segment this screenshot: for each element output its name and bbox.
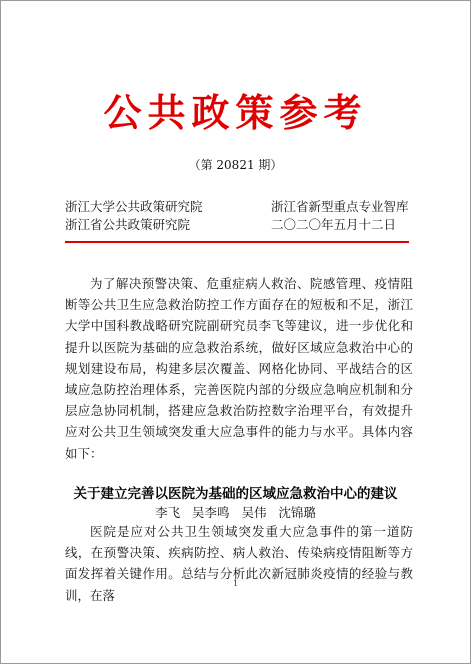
publisher-line-2: 浙江省公共政策研究院 [65,217,191,232]
publication-title: 公共政策参考 [103,90,368,135]
think-tank-block [271,198,409,234]
publisher-line-1: 浙江大学公共政策研究院 [65,199,203,214]
publisher-block [65,198,203,234]
red-divider [65,241,409,243]
section-title: 关于建立完善以医院为基础的区域应急救治中心的建议 [73,486,398,502]
issue-number: （第 20821 期） [188,158,283,172]
authors-line: 李飞 吴李鸣 吴伟 沈锦璐 [155,505,316,520]
page-number: 1 [232,579,239,588]
intro-paragraph: 为了解决预警决策、危重症病人救治、院感管理、疫情阻断等公共卫生应急救治防控工作方面存在的短板和不足，浙江大学中国科教战略研究院副研究员李飞等建议，进一步优化和提升以医院为基础的应急救治系统，做好区域应急救治中心的规划建设布局，构建多层次覆盖、网格化协同、平战结合的区域应急防控治理体系，完善医院内部的分级应急响应机制和分层应急协同机制，搭建应急救治防控数字治理平台，有效提升应对公共卫生领域突发重大应急事件的能力与水平。具体内容如下： [65,276,413,461]
publish-date: 二〇二〇年五月十二日 [271,217,397,232]
think-tank-name: 浙江省新型重点专业智库 [271,199,409,214]
body-paragraph: 医院是应对公共卫生领域突发重大应急事件的第一道防线，在预警决策、疾病防控、病人救治、传染病疫情阻断等方面发挥着关键作用。总结与分析此次新冠肺炎疫情的经验与教训，在落 [65,524,413,603]
